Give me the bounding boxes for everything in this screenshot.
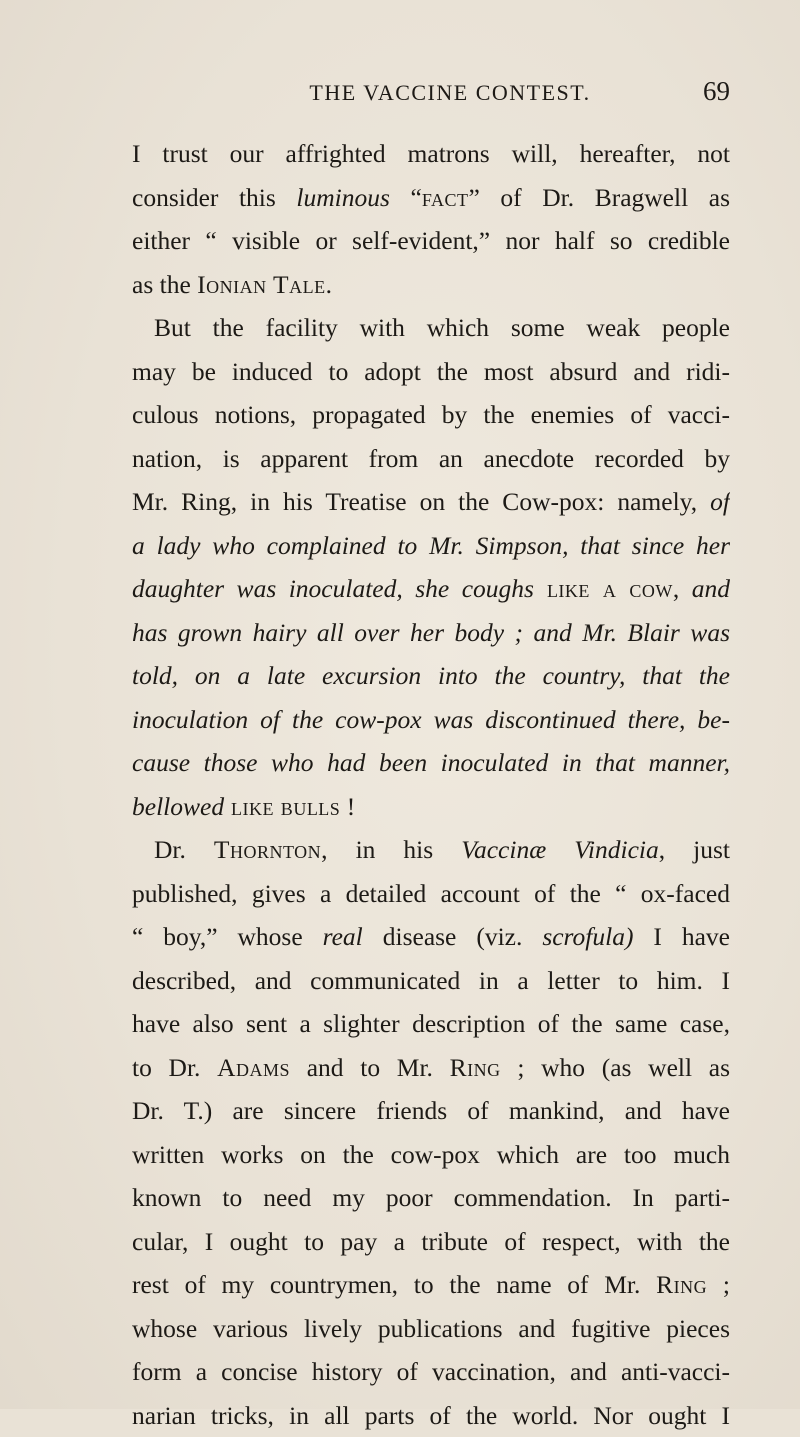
text-segment: has grown hairy all over her body ; and Mr. Blair was xyxy=(132,618,730,647)
text-segment: form a concise history of vaccination, and anti-vacci- xyxy=(132,1357,730,1386)
text-segment: of xyxy=(710,487,730,516)
page-number: 69 xyxy=(703,76,730,107)
text-segment: culous notions, propagated by the enemies of vacci- xyxy=(132,400,730,429)
text-segment: nation, is apparent from an anecdote recorded by xyxy=(132,444,730,473)
text-line xyxy=(132,828,730,872)
text-line xyxy=(132,1220,730,1264)
text-segment: cause those who had been inoculated in that manner, xyxy=(132,748,730,777)
text-segment: Dr. T.) are sincere friends of mankind, and have xyxy=(132,1096,730,1125)
text-line xyxy=(132,1176,730,1220)
text-line xyxy=(132,872,730,916)
text-line xyxy=(132,393,730,437)
text-line xyxy=(132,480,730,524)
text-segment: whose various lively publications and fugitive pieces xyxy=(132,1314,730,1343)
text-segment: known to need my poor commendation. In parti- xyxy=(132,1183,730,1212)
text-segment: I trust our affrighted matrons will, hereafter, not xyxy=(132,139,730,168)
text-segment: published, gives a detailed account of the “ ox-faced xyxy=(132,879,730,908)
text-segment: , in his xyxy=(321,835,461,864)
text-segment: and to Mr. xyxy=(290,1053,450,1082)
text-segment: narian tricks, in all parts of the world. Nor ought I xyxy=(132,1401,730,1430)
text-segment: Ring xyxy=(656,1270,707,1299)
text-segment: “ xyxy=(390,183,422,212)
text-segment: Ionian Tale xyxy=(197,270,325,299)
text-line xyxy=(132,524,730,568)
text-segment: Ring xyxy=(450,1053,501,1082)
running-title: THE VACCINE CONTEST. xyxy=(132,80,730,106)
text-line xyxy=(132,1133,730,1177)
text-line xyxy=(132,611,730,655)
text-segment: I have xyxy=(633,922,730,951)
text-line xyxy=(132,785,730,829)
text-segment: a lady who complained to Mr. Simpson, that since her xyxy=(132,531,730,560)
text-segment: to Dr. xyxy=(132,1053,217,1082)
text-segment: cular, I ought to pay a tribute of respect, with the xyxy=(132,1227,730,1256)
text-segment: Dr. xyxy=(154,835,214,864)
text-line xyxy=(132,567,730,611)
text-line xyxy=(132,654,730,698)
text-line xyxy=(132,306,730,350)
text-segment: rest of my countrymen, to the name of Mr. xyxy=(132,1270,656,1299)
text-line xyxy=(132,1002,730,1046)
body-text xyxy=(132,132,730,1437)
text-segment: and xyxy=(692,574,730,603)
text-segment: may be induced to adopt the most absurd and ridi- xyxy=(132,357,730,386)
text-segment: , just xyxy=(659,835,730,864)
text-segment: Mr. Ring, in his Treatise on the Cow-pox: namely, xyxy=(132,487,710,516)
text-segment: ! xyxy=(340,792,355,821)
text-line xyxy=(132,959,730,1003)
text-line xyxy=(132,1263,730,1307)
text-segment: told, on a late excursion into the country, that the xyxy=(132,661,730,690)
text-line xyxy=(132,219,730,263)
text-line xyxy=(132,915,730,959)
text-line xyxy=(132,698,730,742)
text-line xyxy=(132,132,730,176)
text-segment: like a cow xyxy=(534,574,673,603)
text-segment: written works on the cow-pox which are too much xyxy=(132,1140,730,1169)
text-segment: ; who (as well as xyxy=(501,1053,730,1082)
text-segment: Adams xyxy=(217,1053,290,1082)
text-line xyxy=(132,1307,730,1351)
text-line xyxy=(132,1394,730,1437)
text-segment: either “ visible or self-evident,” nor half so credible xyxy=(132,226,730,255)
text-line xyxy=(132,1350,730,1394)
text-line xyxy=(132,437,730,481)
text-line xyxy=(132,1046,730,1090)
text-segment: scrofula) xyxy=(542,922,633,951)
text-segment: Thornton xyxy=(214,835,321,864)
text-segment: have also sent a slighter description of the same case, xyxy=(132,1009,730,1038)
text-line xyxy=(132,1089,730,1133)
text-segment: . xyxy=(326,270,332,299)
text-segment: ” of Dr. Bragwell as xyxy=(469,183,730,212)
text-segment: , xyxy=(673,574,692,603)
text-segment: as the xyxy=(132,270,197,299)
text-segment: real xyxy=(323,922,363,951)
text-segment: daughter was inoculated, she coughs xyxy=(132,574,534,603)
text-segment: inoculation of the cow-pox was discontinued there, be- xyxy=(132,705,730,734)
text-segment: Vaccinæ Vindicia xyxy=(461,835,659,864)
text-line xyxy=(132,176,730,220)
text-segment: consider this xyxy=(132,183,296,212)
running-head xyxy=(132,80,730,132)
text-line xyxy=(132,350,730,394)
text-segment: disease (viz. xyxy=(363,922,543,951)
text-segment: “ boy,” whose xyxy=(132,922,323,951)
text-segment: like bulls xyxy=(224,792,340,821)
text-segment: fact xyxy=(422,183,469,212)
text-segment: luminous xyxy=(296,183,390,212)
text-segment: ; xyxy=(707,1270,730,1299)
text-segment: But the facility with which some weak people xyxy=(154,313,730,342)
text-segment: bellowed xyxy=(132,792,224,821)
text-line xyxy=(132,741,730,785)
text-segment: described, and communicated in a letter to him. I xyxy=(132,966,730,995)
text-line xyxy=(132,263,730,307)
